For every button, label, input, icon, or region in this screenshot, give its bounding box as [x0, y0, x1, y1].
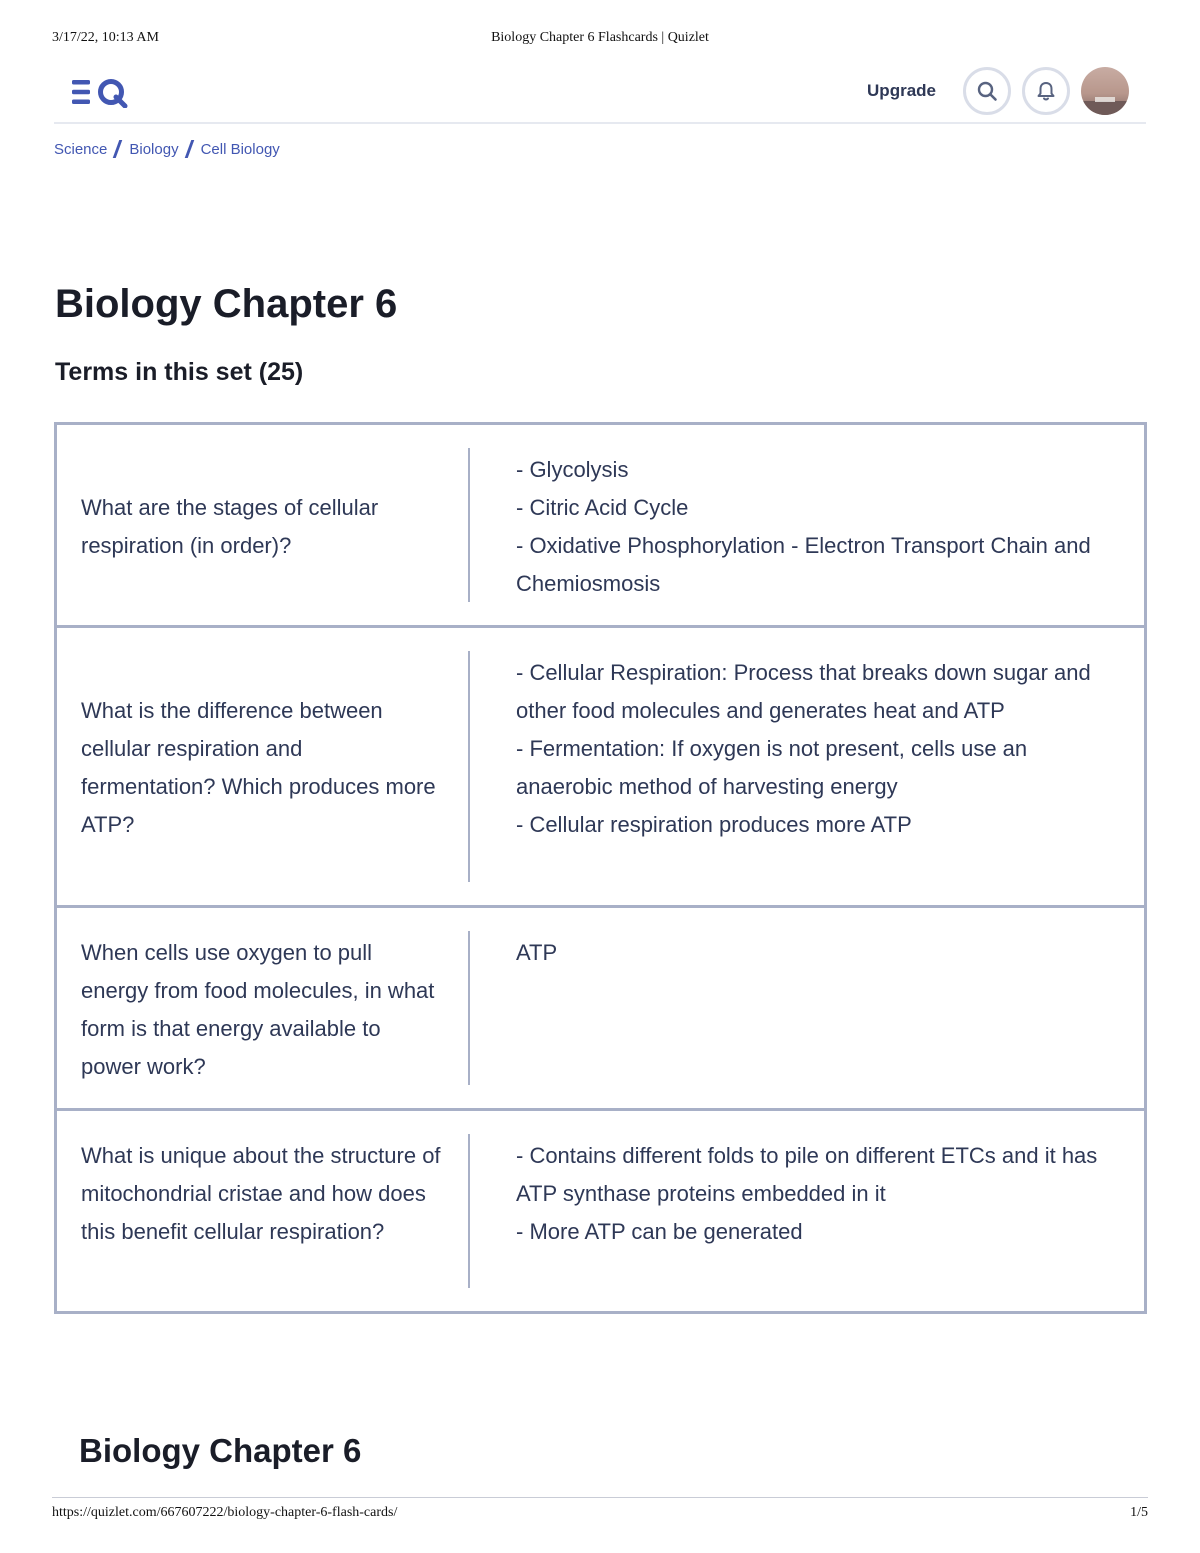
breadcrumb-science[interactable]: Science: [54, 140, 108, 158]
term-answer: - Glycolysis - Citric Acid Cycle - Oxidative Phosphorylation - Electron Transport Chain and Chemiosmosis: [516, 457, 1091, 596]
print-url: https://quizlet.com/667607222/biology-chapter-6-flash-cards/: [52, 1505, 398, 1520]
breadcrumb-separator-icon: [187, 140, 193, 158]
term-question: When cells use oxygen to pull energy from food molecules, in what form is that energy available to power work?: [81, 940, 435, 1079]
term-row: [57, 425, 1144, 628]
top-nav: [54, 62, 1146, 124]
term-row: [57, 908, 1144, 1111]
footer-divider: [52, 1497, 1148, 1498]
terms-table: [54, 422, 1147, 1314]
term-divider: [468, 651, 470, 882]
search-icon: [976, 80, 998, 102]
term-answer: - Cellular Respiration: Process that breaks down sugar and other food molecules and generates heat and ATP - Fermentation: If oxygen is not present, cells use an anaerobic method of harvesting energy - Cellular respiration produces more ATP: [516, 660, 1091, 837]
print-date: 3/17/22, 10:13 AM: [52, 30, 159, 45]
term-divider: [468, 1134, 470, 1288]
quizlet-logo-icon[interactable]: [70, 76, 130, 108]
term-question: What are the stages of cellular respiration (in order)?: [81, 495, 379, 558]
term-question: What is the difference between cellular respiration and fermentation? Which produces more ATP?: [81, 698, 436, 837]
breadcrumb-biology[interactable]: Biology: [129, 140, 179, 158]
term-answer: - Contains different folds to pile on different ETCs and it has ATP synthase proteins embedded in it - More ATP can be generated: [516, 1143, 1098, 1244]
terms-heading: Terms in this set (25): [55, 358, 304, 386]
term-row: [57, 628, 1144, 908]
term-divider: [468, 448, 470, 602]
print-page-title: Biology Chapter 6 Flashcards | Quizlet: [491, 30, 709, 45]
breadcrumb: [54, 140, 280, 158]
term-answer: ATP: [516, 940, 558, 965]
print-page-number: 1/5: [1130, 1505, 1148, 1520]
term-question: What is unique about the structure of mitochondrial cristae and how does this benefit cellular respiration?: [81, 1143, 441, 1244]
breadcrumb-separator-icon: [115, 140, 121, 158]
bell-icon: [1035, 80, 1057, 102]
page-title: Biology Chapter 6: [55, 282, 398, 326]
search-button[interactable]: [963, 67, 1011, 115]
section-title: Biology Chapter 6: [79, 1432, 362, 1469]
term-divider: [468, 931, 470, 1085]
upgrade-button[interactable]: Upgrade: [867, 81, 936, 100]
user-avatar[interactable]: [1081, 67, 1129, 115]
breadcrumb-cell-biology[interactable]: Cell Biology: [200, 140, 280, 158]
term-row: [57, 1111, 1144, 1311]
notifications-button[interactable]: [1022, 67, 1070, 115]
print-footer: [52, 1505, 1148, 1525]
print-header: [52, 30, 1148, 50]
